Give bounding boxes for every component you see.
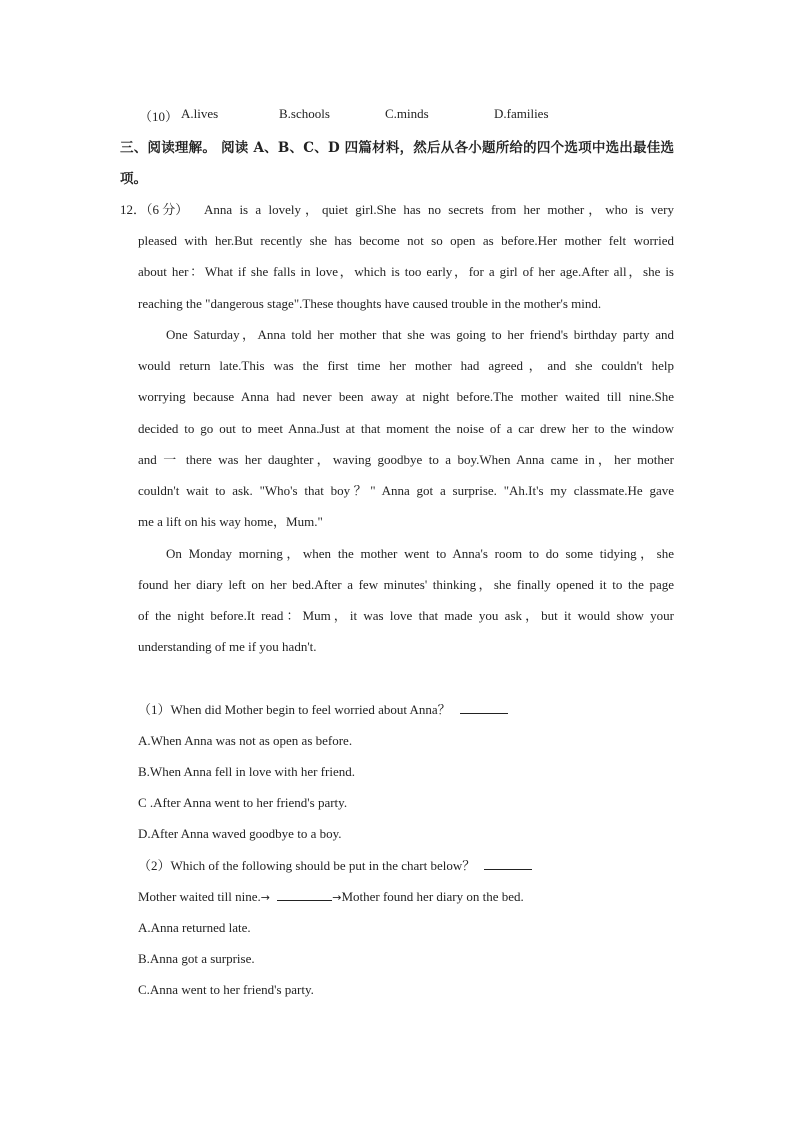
passage-line: me a lift on his way home，Mum." [138,514,323,529]
option-b: B.Anna got a surprise. [138,951,255,966]
arrow-right-icon: → [332,891,342,904]
option-a: A.lives [181,106,219,121]
option-c: C.minds [385,106,429,121]
option-c: C.Anna went to her friend's party. [138,982,314,997]
passage-line: would return late.This was the first time her mother had agreed，and she couldn't help [138,358,674,373]
passage-line: and 一 there was her daughter，waving goodbye to a boy.When Anna came in，her mother [138,452,674,467]
answer-blank[interactable] [484,857,532,870]
passage-line: worrying because Anna had never been away at night before.The mother waited till nine.She [138,389,674,404]
passage-line: couldn't wait to ask. "Who's that boy？" Anna got a surprise. "Ah.It's my classmate.He gave [138,483,674,498]
question-number: （10） [139,109,179,124]
passage-line: reaching the "dangerous stage".These thoughts have caused trouble in the mother's mind. [138,296,602,311]
passage-line: about her：What if she falls in love，which is too early，for a girl of her age.After all，she is [138,264,674,279]
option-d: D.After Anna waved goodbye to a boy. [138,826,342,841]
passage-line: One Saturday，Anna told her mother that she was going to her friend's birthday party and [166,327,674,342]
passage-line: understanding of me if you hadn't. [138,639,317,654]
option-d: D.families [494,106,549,121]
passage-line: found her diary left on her bed.After a few minutes' thinking，she finally opened it to the page [138,577,674,592]
chart-blank[interactable] [277,888,332,901]
passage-line: pleased with her.But recently she has become not so open as before.Her mother felt worried [138,233,674,248]
passage-line: On Monday morning，when the mother went to Anna's room to do some tidying，she [166,546,674,561]
passage-line: decided to go out to meet Anna.Just at that moment the noise of a car drew her to the window [138,421,674,436]
answer-blank[interactable] [460,701,508,714]
passage-line: of the night before.It read：Mum，it was love that made you ask，but it would show your [138,608,674,623]
option-c: C .After Anna went to her friend's party. [138,795,348,810]
flow-chart [138,888,524,907]
chart-left-step: Mother waited till nine. [138,889,261,904]
question-header: 12．（6 分） [120,202,189,217]
passage-line: Anna is a lovely，quiet girl.She has no secrets from her mother，who is very [204,202,674,217]
sub-question-label: （2）Which of the following should be put in the chart below？ [138,858,476,873]
option-a: A.Anna returned late. [138,920,251,935]
option-a: A.When Anna was not as open as before. [138,733,353,748]
option-b: B.schools [279,106,330,121]
sub-question-label: （1）When did Mother begin to feel worried about Anna？ [138,702,451,717]
chart-right-step: Mother found her diary on the bed. [341,889,524,904]
option-b: B.When Anna fell in love with her friend. [138,764,355,779]
section-heading: 三、阅读理解。 阅读 A、B、C、D 四篇材料，然后从各小题所给的四个选项中选出最佳选 [120,140,674,156]
arrow-right-icon: → [260,891,270,904]
sub-question-text [138,701,508,719]
section-heading-cont: 项。 [120,171,147,187]
sub-question-text [138,857,532,875]
